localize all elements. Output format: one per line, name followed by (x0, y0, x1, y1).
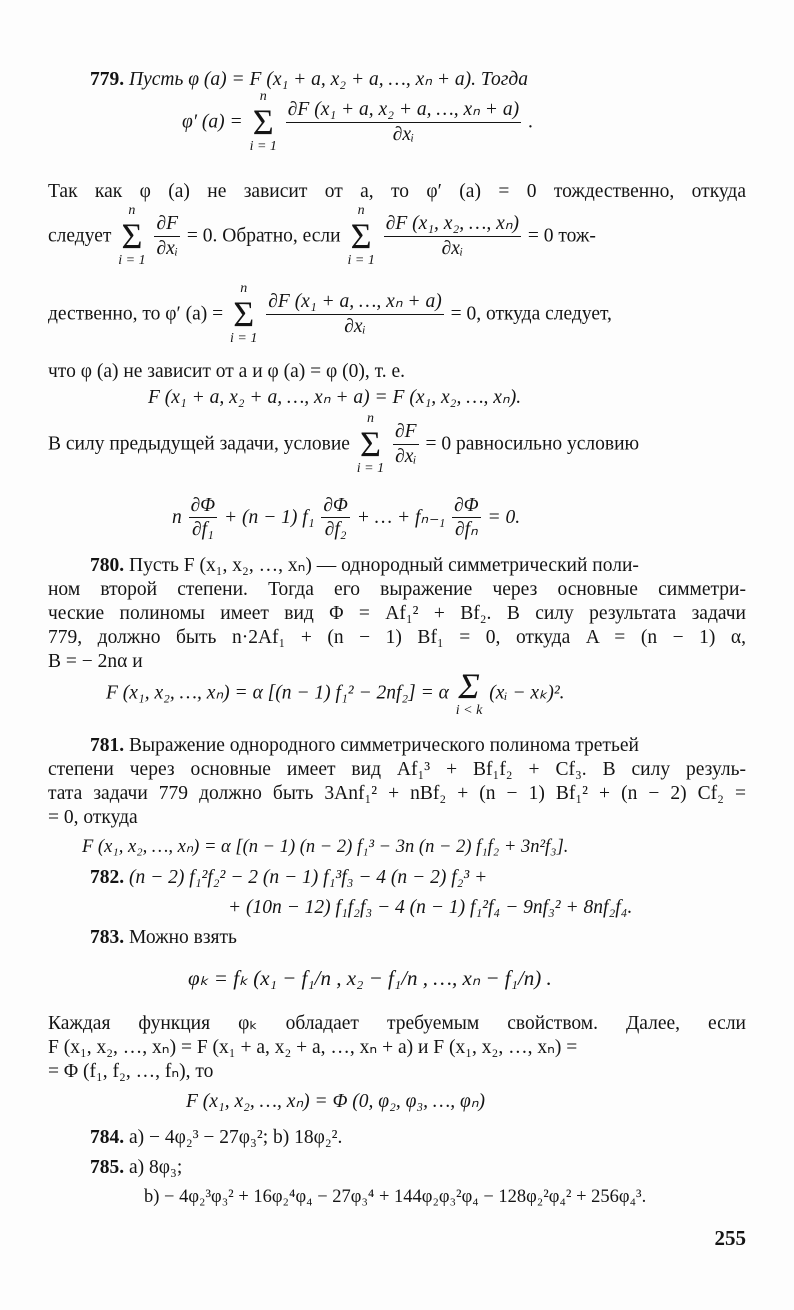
numerator: ∂F (x₁ + a, …, xₙ + a) (266, 290, 443, 314)
text-fragment: + (n − 1) f₁ (223, 507, 315, 529)
text-fragment: = 0 тож- (527, 225, 596, 247)
sum-lower-limit: i = 1 (249, 139, 277, 154)
sigma: Σ (458, 666, 480, 706)
numerator: ∂F (154, 212, 180, 236)
formula-text: φ′ (a) = (182, 111, 243, 133)
numerator: ∂F (x₁ + a, x₂ + a, …, xₙ + a) (286, 98, 521, 122)
denominator: ∂fₙ (454, 519, 478, 541)
formula-condition (172, 494, 520, 542)
numerator: ∂F (x₁, x₂, …, xₙ) (384, 212, 521, 236)
problem-number: 782. (90, 867, 125, 888)
sum-sign (230, 282, 257, 346)
text-line: = 0, откуда (48, 807, 138, 828)
sum-sign (456, 668, 483, 718)
problem-784 (90, 1126, 342, 1149)
sum-upper-limit: n (366, 411, 374, 426)
numerator: ∂Φ (189, 494, 217, 518)
text-line: что φ (a) не зависит от a и φ (a) = φ (0), т. е. (48, 361, 405, 382)
denominator: ∂xᵢ (395, 445, 417, 467)
text-line: тата задачи 779 должно быть 3Anf₁² + nBf₂ + (n − 1) Bf₁² + (n − 2) Cf₂ = (48, 783, 746, 804)
formula-line: + (10n − 12) f₁f₂f₃ − 4 (n − 1) f₁²f₄ − 9nf₃² + 8nf₂f₄. (228, 897, 633, 918)
text-line: 779, должно быть n·2Af₁ + (n − 1) Bf₁ = 0, откуда A = (n − 1) α, (48, 627, 746, 648)
formula-line (48, 282, 612, 346)
text-line: Так как φ (a) не зависит от a, то φ′ (a) = 0 тождественно, откуда (48, 181, 746, 202)
problem-780-line-1 (90, 554, 639, 577)
numerator: ∂Φ (452, 494, 480, 518)
fraction (452, 494, 480, 542)
fraction (286, 98, 521, 146)
problem-number: 784. (90, 1127, 125, 1148)
problem-number: 781. (90, 735, 125, 756)
sigma: Σ (233, 294, 255, 334)
text-fragment: (xᵢ − xₖ)². (489, 682, 565, 704)
fraction (393, 420, 419, 468)
formula-line: F (x₁, x₂, …, xₙ) = Φ (0, φ₂, φ₃, …, φₙ) (186, 1091, 486, 1112)
denominator: ∂xᵢ (344, 315, 366, 337)
text-line: = Φ (f₁, f₂, …, fₙ), то (48, 1061, 214, 1082)
numerator: ∂Φ (321, 494, 349, 518)
sum-lower-limit: i = 1 (347, 253, 375, 268)
sum-lower-limit: i < k (455, 703, 483, 718)
sigma: Σ (252, 102, 274, 142)
answer-text: b) − 4φ₂³φ₃² + 16φ₂⁴φ₄ − 27φ₃⁴ + 144φ₂φ₃²φ₄ − 128φ₂²φ₄² + 256φ₄³. (144, 1187, 647, 1207)
problem-783-line-1 (90, 926, 237, 949)
text-line: F (x₁, x₂, …, xₙ) = F (x₁ + a, x₂ + a, …, xₙ + a) и F (x₁, x₂, …, xₙ) = (48, 1037, 578, 1058)
text-fragment: = 0. (487, 507, 521, 529)
fraction (189, 494, 217, 542)
text-fragment: В силу предыдущей задачи, условие (48, 433, 350, 455)
sum-upper-limit: n (259, 89, 267, 104)
sum-lower-limit: i = 1 (230, 331, 258, 346)
formula-phi-prime (182, 90, 533, 154)
text-line: степени через основные имеет вид Af₁³ + Bf₁f₂ + Cf₃. В силу резуль- (48, 759, 746, 780)
text-line: Выражение однородного симметрического полинома третьей (129, 735, 639, 756)
text-fragment: = 0 равносильно условию (425, 433, 640, 455)
problem-number: 785. (90, 1157, 125, 1178)
sigma: Σ (121, 216, 143, 256)
fraction (384, 212, 521, 260)
text-fragment: = 0. Обратно, если (186, 225, 341, 247)
answer-text: a) 8φ₃; (129, 1157, 183, 1178)
sum-lower-limit: i = 1 (356, 461, 385, 476)
denominator: ∂f₁ (191, 519, 214, 541)
problem-779-line-1 (90, 68, 528, 91)
formula-line: F (x₁ + a, x₂ + a, …, xₙ + a) = F (x₁, x₂, …, xₙ). (148, 387, 522, 408)
denominator: ∂xᵢ (156, 237, 178, 259)
text-fragment: n (172, 507, 182, 529)
formula-line (106, 668, 565, 718)
sum-sign (250, 90, 277, 154)
text-line: Пусть F (x₁, x₂, …, xₙ) — однородный симметрический поли- (129, 555, 639, 576)
text-fragment: = 0, откуда следует, (450, 303, 612, 325)
denominator: ∂xᵢ (441, 237, 464, 259)
answer-text: a) − 4φ₂³ − 27φ₃²; b) 18φ₂². (129, 1127, 343, 1148)
fraction (154, 212, 180, 260)
problem-785-line-1 (90, 1156, 182, 1179)
text-line: Можно взять (129, 927, 237, 948)
sigma: Σ (350, 216, 372, 256)
problem-number: 780. (90, 555, 125, 576)
sum-sign (347, 204, 374, 268)
text-fragment: дественно, то φ′ (a) = (48, 303, 224, 325)
text-fragment: + … + fₙ₋₁ (356, 507, 446, 529)
formula-line (48, 412, 639, 476)
formula-line: (n − 2) f₁²f₂² − 2 (n − 1) f₁³f₃ − 4 (n − 2) f₂³ + (129, 867, 488, 888)
sum-upper-limit: n (128, 203, 136, 218)
sigma: Σ (359, 424, 381, 464)
text-line: Пусть φ (a) = F (x₁ + a, x₂ + a, …, xₙ + a). Тогда (129, 69, 529, 90)
denominator: ∂xᵢ (392, 123, 415, 145)
problem-781-line-1 (90, 734, 639, 757)
page-number: 255 (714, 1226, 746, 1250)
numerator: ∂F (393, 420, 419, 444)
formula-phi-k: φₖ = fₖ (x₁ − f₁/n , x₂ − f₁/n , …, xₙ − f₁/n) . (188, 966, 552, 990)
problem-782-line-1 (90, 866, 487, 889)
sum-upper-limit: n (240, 281, 248, 296)
text-line: ческие полиномы имеет вид Φ = Af₁² + Bf₂. В силу результата задачи (48, 603, 746, 624)
text-line: Каждая функция φₖ обладает требуемым свойством. Далее, если (48, 1013, 746, 1034)
formula-line: F (x₁, x₂, …, xₙ) = α [(n − 1) (n − 2) f₁³ − 3n (n − 2) f₁f₂ + 3n²f₃]. (82, 837, 569, 857)
formula-line (48, 204, 596, 268)
sum-sign (118, 204, 145, 268)
text-line: ном второй степени. Тогда его выражение через основные симметри- (48, 579, 746, 600)
fraction (266, 290, 443, 338)
problem-number: 783. (90, 927, 125, 948)
problem-number: 779. (90, 69, 125, 90)
sum-lower-limit: i = 1 (118, 253, 146, 268)
denominator: ∂f₂ (324, 519, 347, 541)
fraction (321, 494, 349, 542)
text-fragment: следует (48, 225, 112, 247)
sum-sign (357, 412, 384, 476)
period: . (527, 111, 533, 133)
text-line: B = − 2nα и (48, 651, 143, 672)
sum-upper-limit: n (357, 203, 365, 218)
text-fragment: F (x₁, x₂, …, xₙ) = α [(n − 1) f₁² − 2nf₂] = α (106, 682, 449, 704)
